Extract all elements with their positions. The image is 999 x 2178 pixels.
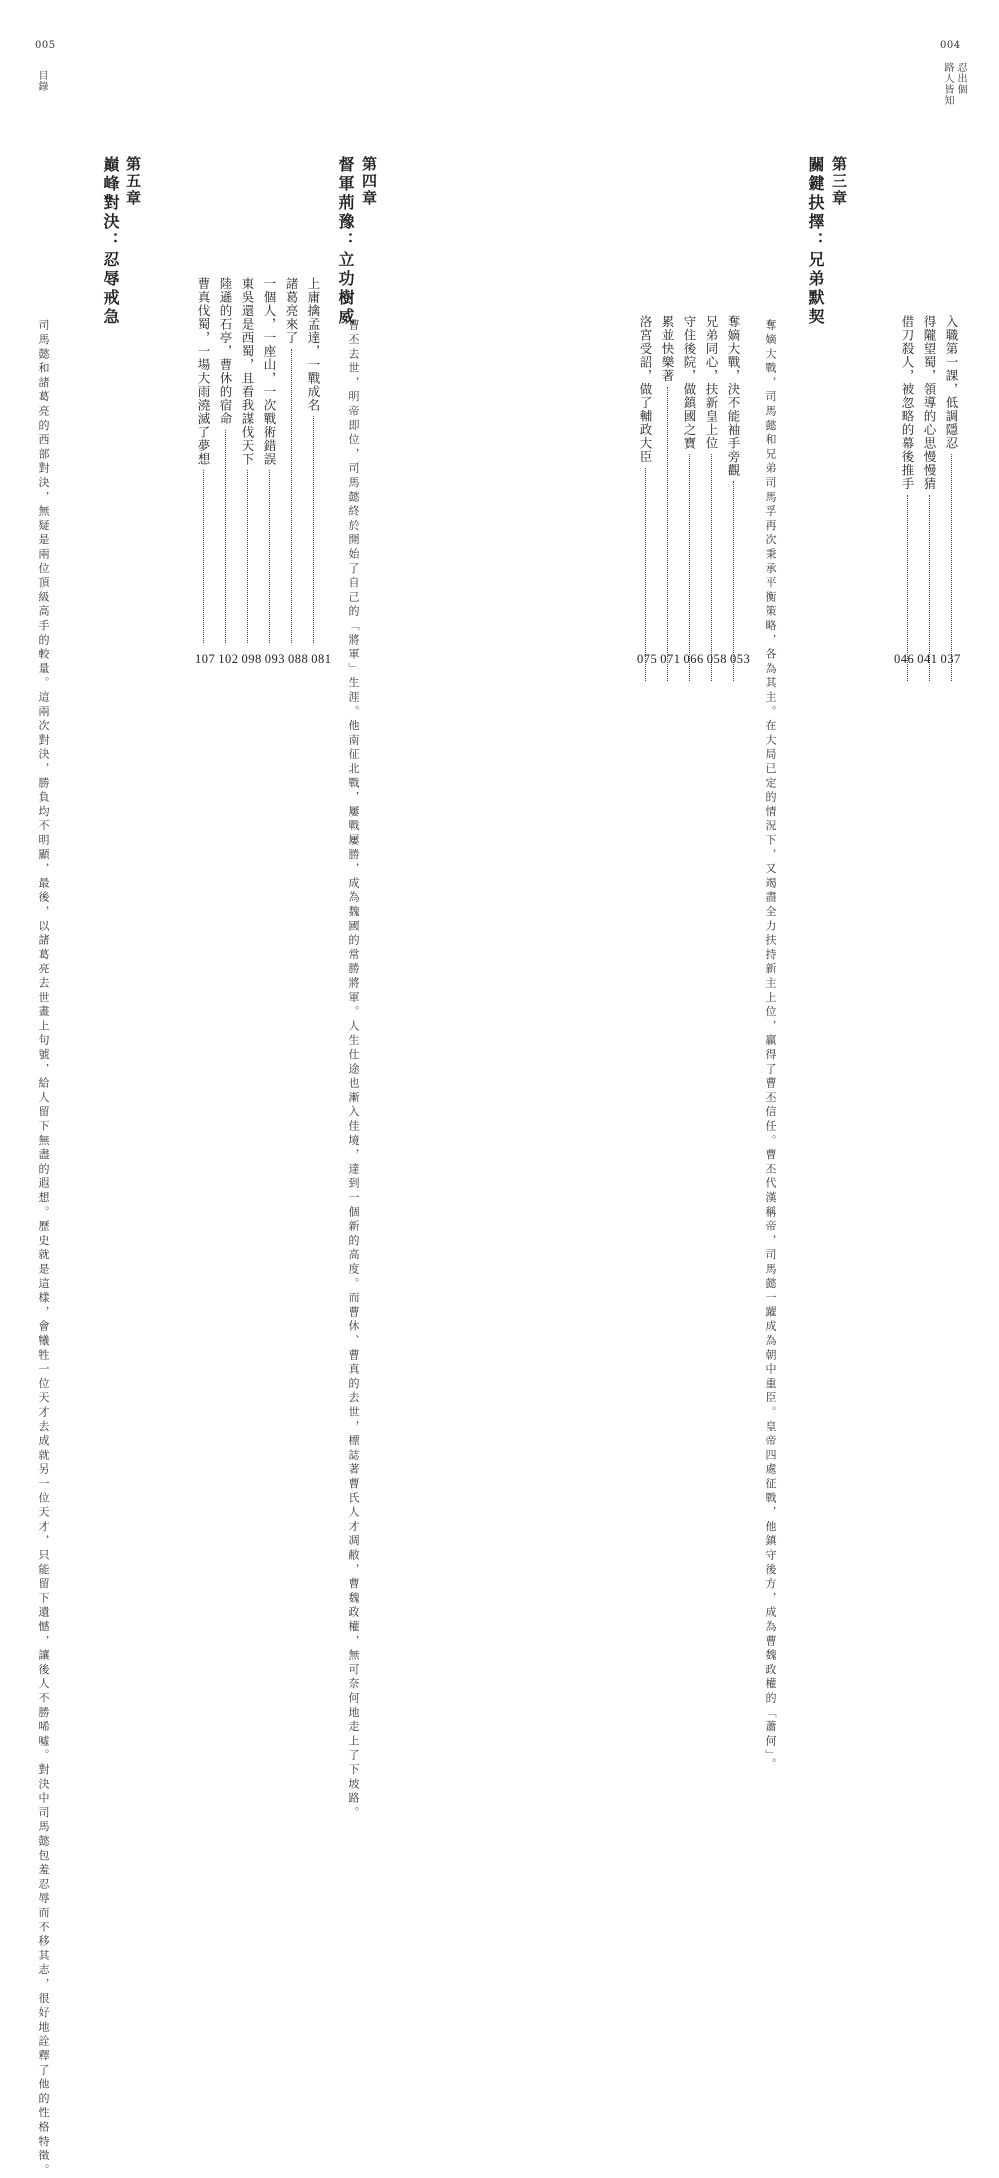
toc-entry-title: 洛宮受詔，做了輔政大臣 (638, 315, 653, 464)
chapter-4-number: 第四章 (360, 156, 378, 207)
dot-leader (247, 470, 248, 643)
right-page-header-line2: 路人皆知 (942, 62, 953, 106)
chapter-4-summary: 曹丕去世，明帝即位，司馬懿終於開始了自己的「將軍」生涯。他南征北戰，屢戰屢勝，成為魏國的常勝將軍。人生仕途也漸入佳境，達到一個新的高度。而曹休、曹真的去世，標誌著曹氏人才凋敝，曹魏政權，無可奈何地走上了下坡路。 (347, 319, 360, 1821)
toc-entry-title: 借刀殺人，被忽略的幕後推手 (900, 315, 915, 491)
toc-entry[interactable] (195, 277, 211, 647)
toc-page-number: 075 (637, 652, 658, 666)
chapter-3-title: 關鍵抉擇：兄弟默契 (806, 156, 825, 327)
toc-page-number: 088 (288, 652, 309, 666)
left-page-header: 目錄 (36, 70, 47, 92)
chapter-3-page-numbers (637, 652, 753, 667)
dot-leader (313, 416, 314, 643)
chapter-4-title: 督軍荊豫：立功樹威 (336, 156, 355, 327)
toc-page-number: 053 (730, 652, 751, 666)
dot-leader (225, 430, 226, 644)
toc-page-number: 107 (195, 652, 216, 666)
toc-page-number: 081 (311, 652, 332, 666)
toc-page-number: 041 (917, 652, 938, 666)
dot-leader (203, 470, 204, 643)
toc-entry-title: 陸遜的石亭，曹休的宿命 (218, 277, 233, 426)
toc-entry[interactable] (703, 315, 719, 685)
toc-page-number: 066 (683, 652, 704, 666)
chapter-5-summary: 司馬懿和諸葛亮的西部對決，無疑是兩位頂級高手的較量。這兩次對決，勝負均不明顯，最後，以諸葛亮去世畫上句號，給人留下無盡的遐想。歷史就是這樣，會犧牲一位天才去成就另一位天才，只能留下遺憾，讓後人不勝唏噓。對決中司馬懿包羞忍辱而不移其志，很好地詮釋了他的性格特徵。 (37, 319, 50, 2178)
chapter-4-page-numbers (195, 652, 335, 667)
dot-leader (733, 481, 734, 681)
chapter-5-number: 第五章 (124, 156, 142, 207)
toc-entry[interactable] (239, 277, 255, 647)
chapter-5-title: 巔峰對決：忍辱戒急 (101, 156, 120, 327)
toc-entry[interactable] (725, 315, 741, 685)
dot-leader (951, 454, 952, 681)
dot-leader (269, 470, 270, 643)
toc-page-number: 046 (894, 652, 915, 666)
toc-entry[interactable] (283, 277, 299, 647)
first-entries-page-numbers (894, 652, 964, 667)
toc-page-number: 102 (218, 652, 239, 666)
toc-page-number: 058 (706, 652, 727, 666)
right-page-header-line1: 忍出個 (955, 62, 966, 95)
toc-entry[interactable] (681, 315, 697, 685)
dot-leader (689, 454, 690, 681)
chapter-3-summary: 奪嫡大戰，司馬懿和兄弟司馬孚再次秉承平衡策略，各為其主。在大局已定的情況下，又竭盡全力扶持新主上位，贏得了曹丕信任。曹丕代漢稱帝，司馬懿一躍成為朝中重臣。皇帝四處征戰，他鎮守後方，成為曹魏政權的「蕭何」。 (764, 319, 777, 1773)
toc-entry-title: 諸葛亮來了 (284, 277, 299, 345)
toc-page-number: 093 (264, 652, 285, 666)
toc-entry[interactable] (940, 315, 961, 685)
toc-entry[interactable] (921, 315, 937, 685)
toc-page-number: 098 (241, 652, 262, 666)
dot-leader (667, 387, 668, 682)
toc-entry[interactable] (305, 277, 321, 647)
toc-entry-title: 守住後院，做鎮國之寶 (682, 315, 697, 450)
toc-entry-title: 曹真伐蜀，一場大雨澆滅了夢想 (196, 277, 211, 466)
toc-entry-title: 上庸擒孟達，一戰成名 (306, 277, 321, 412)
toc-page-number: 037 (940, 652, 961, 666)
right-page-number: 004 (940, 40, 961, 51)
toc-entry-title: 得隴望蜀，領導的心思慢慢猜 (922, 315, 937, 491)
toc-page-number: 071 (660, 652, 681, 666)
toc-entry-title: 一個人，一座山，一次戰術錯誤 (262, 277, 277, 466)
dot-leader (291, 349, 292, 644)
toc-entry[interactable] (659, 315, 675, 685)
toc-entry[interactable] (217, 277, 233, 647)
left-page-number: 005 (35, 40, 56, 51)
toc-entry-title: 東吳還是西蜀，且看我謀伐天下 (240, 277, 255, 466)
chapter-3-number: 第三章 (830, 156, 848, 207)
toc-entry-title: 入職第一課，低調隱忍 (944, 315, 959, 450)
toc-entry-title: 累並快樂著 (660, 315, 675, 383)
toc-entry[interactable] (899, 315, 915, 685)
toc-entry-title: 兄弟同心，扶新皇上位 (704, 315, 719, 450)
dot-leader (645, 468, 646, 682)
toc-entry[interactable] (637, 315, 653, 685)
dot-leader (711, 454, 712, 681)
toc-entry-title: 奪嫡大戰，決不能袖手旁觀 (726, 315, 741, 477)
toc-entry[interactable] (261, 277, 277, 647)
